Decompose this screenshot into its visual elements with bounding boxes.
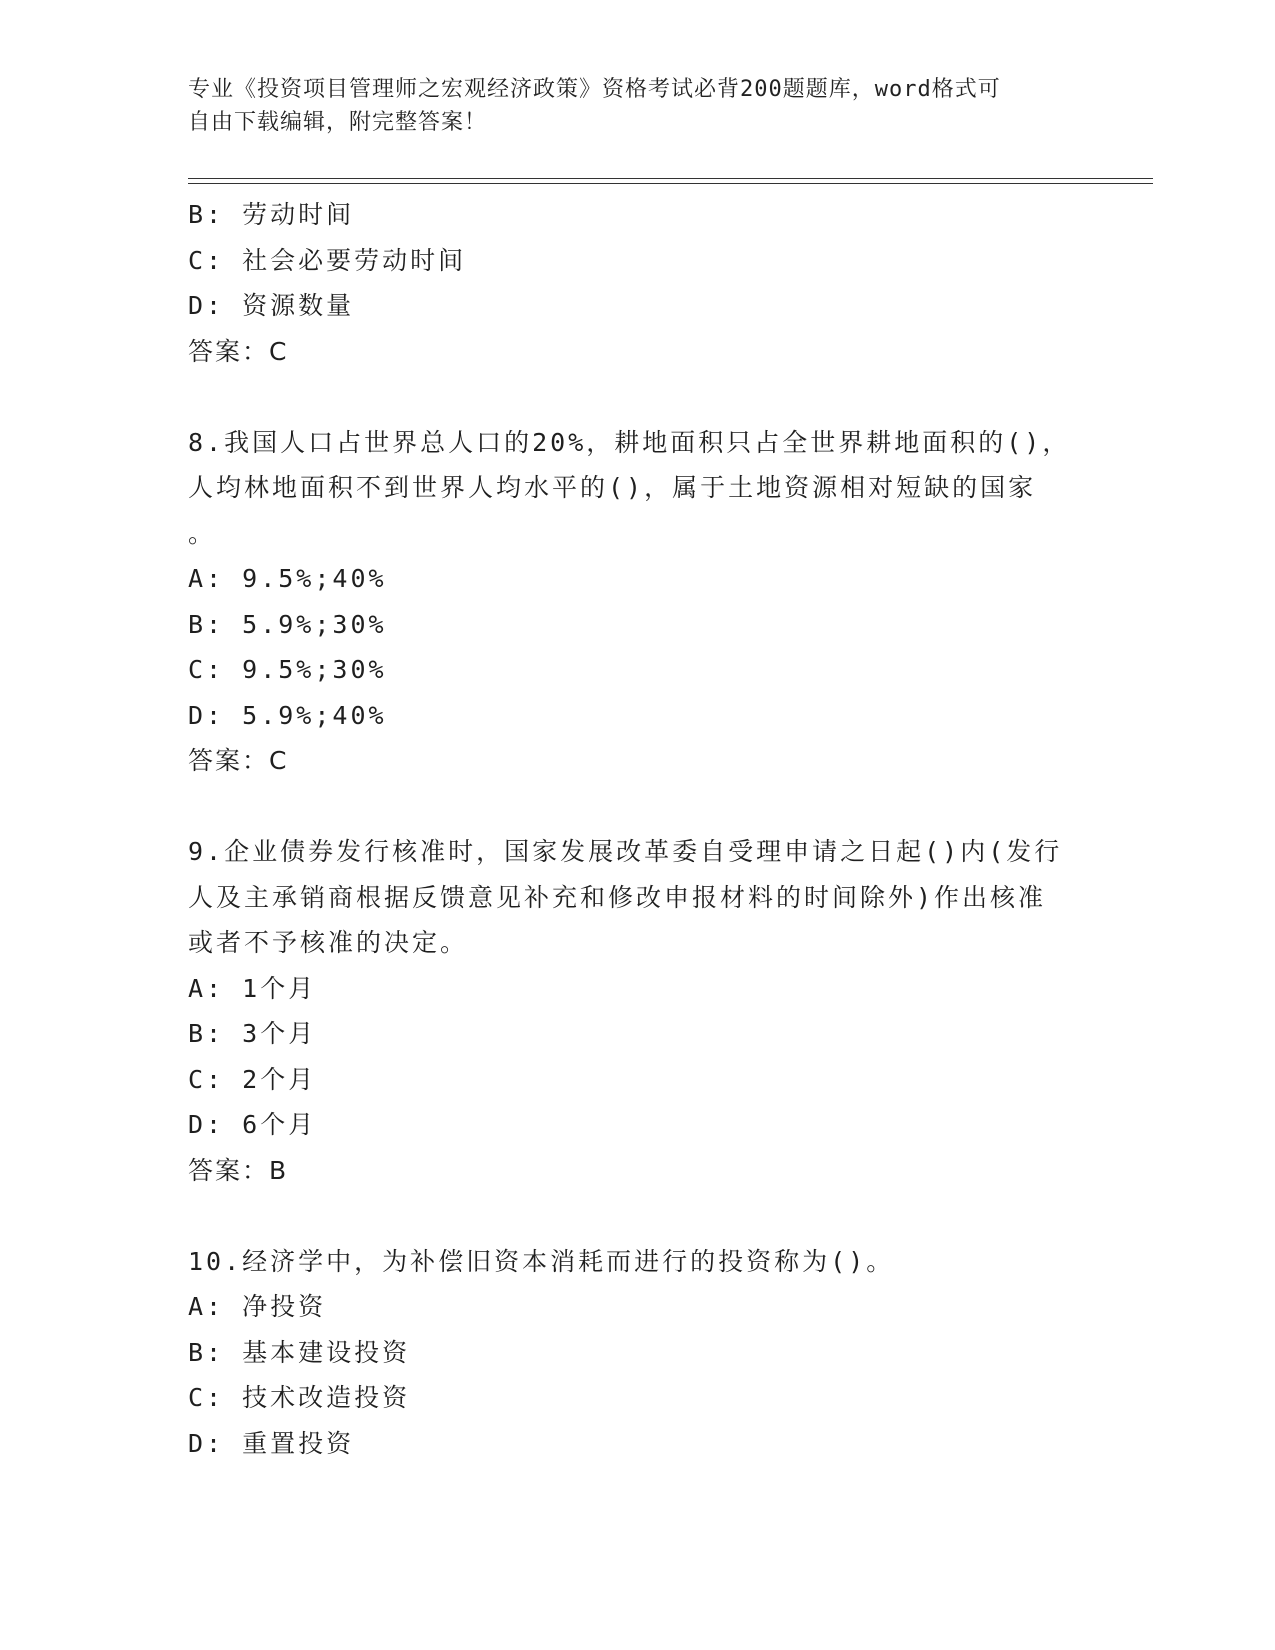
question-text-line: 10.经济学中，为补偿旧资本消耗而进行的投资称为()。 <box>188 1246 895 1276</box>
option-a: A: 净投资 <box>188 1292 327 1321</box>
spacer <box>188 784 1088 830</box>
answer-label: 答案：C <box>188 746 289 775</box>
question-9 <box>188 829 1088 1193</box>
option-d: D: 资源数量 <box>188 291 355 320</box>
answer-label: 答案：B <box>188 1155 289 1185</box>
question-text-line: 人均林地面积不到世界人均水平的()，属于土地资源相对短缺的国家 <box>188 473 1037 502</box>
option-b: B: 3个月 <box>188 1019 317 1048</box>
option-b: B: 5.9%;30% <box>188 609 387 639</box>
question-8 <box>188 420 1088 784</box>
spacer <box>188 374 1088 420</box>
question-list <box>188 192 1088 1466</box>
question-text-line: 9.企业债券发行核准时，国家发展改革委自受理申请之日起()内(发行 <box>188 837 1063 866</box>
option-d: D: 5.9%;40% <box>188 700 387 730</box>
question-text-line: 。 <box>188 518 217 548</box>
option-d: D: 重置投资 <box>188 1428 355 1458</box>
option-a: A: 9.5%;40% <box>188 564 387 593</box>
option-c: C: 社会必要劳动时间 <box>188 245 467 275</box>
answer-label: 答案：C <box>188 336 289 366</box>
header-line-2: 自由下载编辑，附完整答案！ <box>188 110 488 135</box>
prev-question-block <box>188 192 1088 374</box>
header-divider-bottom <box>188 183 1153 184</box>
document-header <box>188 73 1068 139</box>
spacer <box>188 1193 1088 1239</box>
question-10 <box>188 1239 1088 1467</box>
option-c: C: 技术改造投资 <box>188 1383 411 1412</box>
option-a: A: 1个月 <box>188 973 317 1003</box>
question-text-line: 人及主承销商根据反馈意见补充和修改申报材料的时间除外)作出核准 <box>188 882 1047 912</box>
question-text-line: 或者不予核准的决定。 <box>188 928 469 957</box>
option-d: D: 6个月 <box>188 1110 317 1139</box>
option-b: B: 劳动时间 <box>188 200 355 229</box>
option-c: C: 2个月 <box>188 1064 317 1094</box>
header-line-1: 专业《投资项目管理师之宏观经济政策》资格考试必背200题题库，word格式可 <box>188 77 1001 102</box>
option-b: B: 基本建设投资 <box>188 1337 411 1367</box>
header-divider-top <box>188 178 1153 179</box>
question-text-line: 8.我国人口占世界总人口的20%，耕地面积只占全世界耕地面积的()， <box>188 427 1071 457</box>
option-c: C: 9.5%;30% <box>188 655 387 684</box>
